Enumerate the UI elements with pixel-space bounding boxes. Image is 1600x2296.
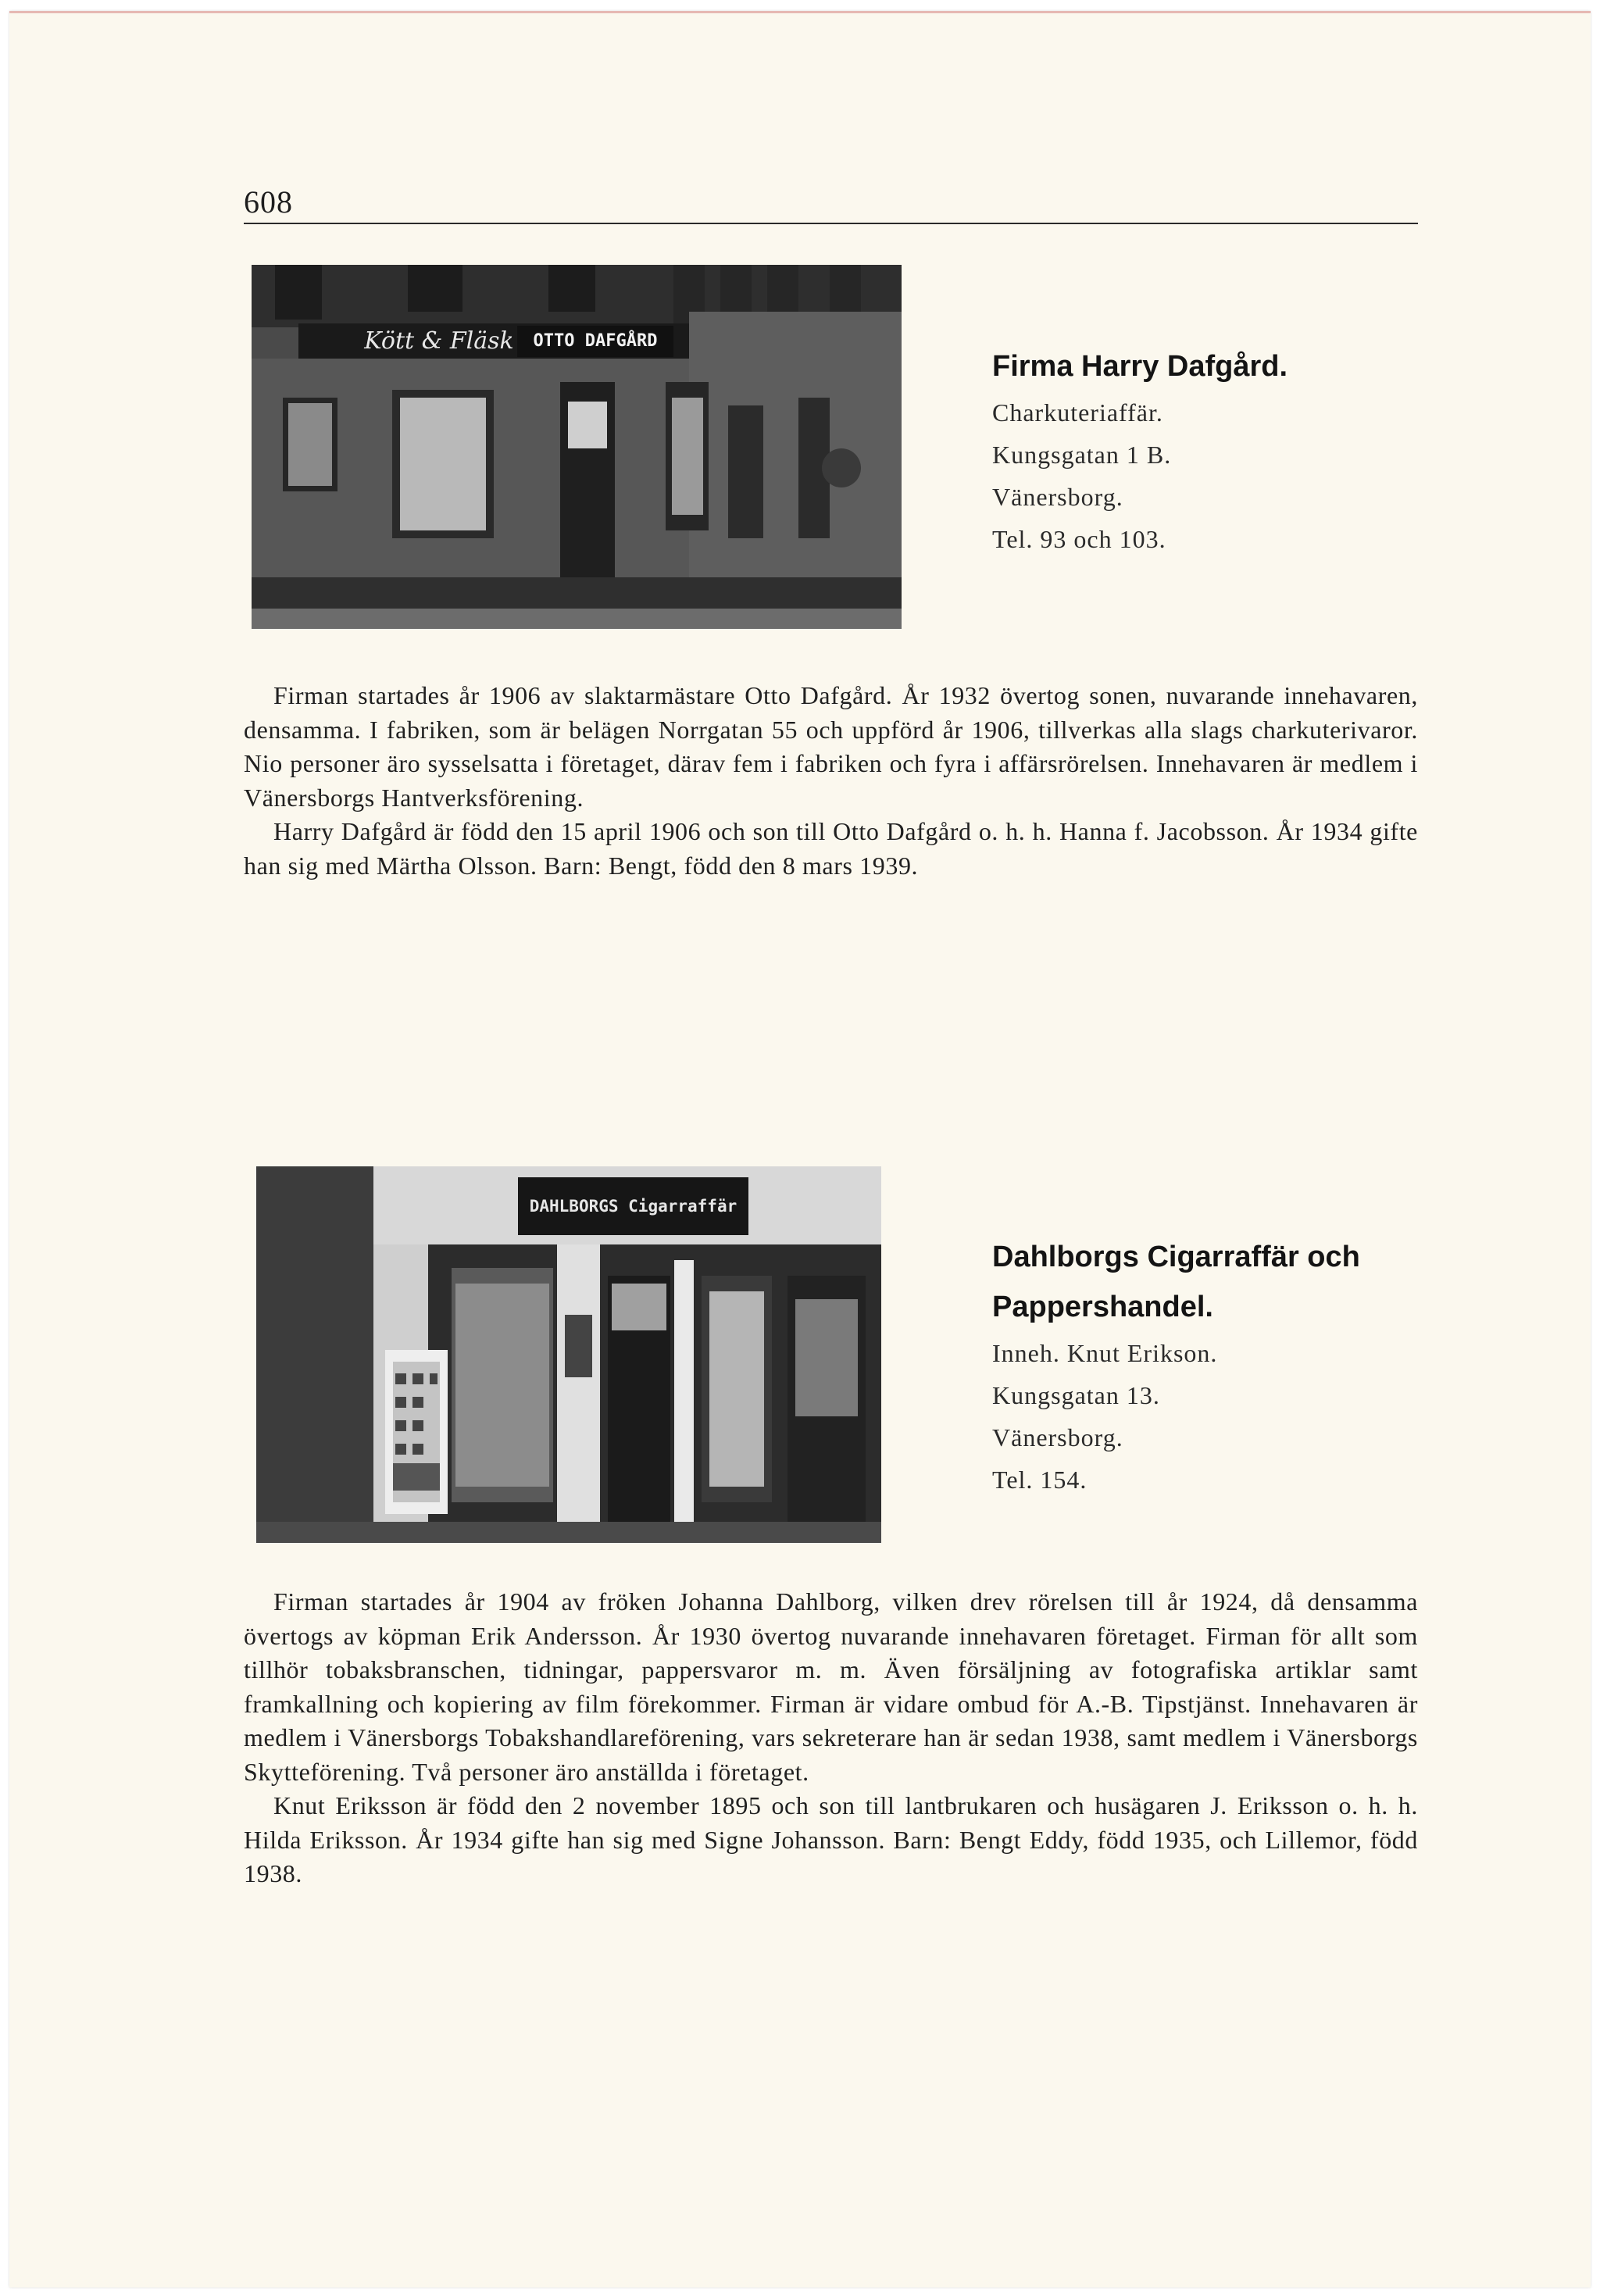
- business-address: Kungsgatan 13.: [992, 1381, 1160, 1409]
- dafgard-storefront-photo: [252, 265, 902, 629]
- dafgard-description: [244, 679, 1418, 883]
- dahlborgs-description: [244, 1585, 1418, 1891]
- business-name: Firma Harry Dafgård.: [992, 350, 1288, 383]
- dahlborgs-info: [992, 1232, 1360, 1501]
- sign-otto-dafgard: OTTO DAFGÅRD: [517, 326, 673, 357]
- business-address: Kungsgatan 1 B.: [992, 441, 1172, 469]
- business-type: Charkuteriaffär.: [992, 398, 1163, 427]
- business-city: Vänersborg.: [992, 483, 1123, 511]
- page-number: 608: [244, 184, 293, 220]
- business-name-continued: Pappershandel.: [992, 1291, 1213, 1323]
- business-name: Dahlborgs Cigarraffär och: [992, 1241, 1360, 1273]
- paragraph: Harry Dafgård är född den 15 april 1906 och son till Otto Dafgård o. h. h. Hanna f. Jacobsson. År 1934 gifte han sig med Märtha Olsson. Barn: Bengt, född den 8 mars 1939.: [244, 817, 1418, 880]
- business-owner: Inneh. Knut Erikson.: [992, 1339, 1218, 1367]
- paragraph: Firman startades år 1904 av fröken Johanna Dahlborg, vilken drev rörelsen till år 1924, då densamma övertogs av köpman Erik Andersson. År 1930 övertog nuvarande innehavaren företaget. Firman för allt som tillhör tobaksbranschen, tidningar, pappersvaror m. m. Även försäljning av fotografiska artiklar samt framkallning och kopiering av film förekommer. Firman är vidare ombud för A.-B. Tipstjänst. Innehavaren är medlem i Vänersborgs Tobakshandlareförening, vars sekreterare han är sedan 1938, samt medlem i Vänersborgs Skytteförening. Två personer äro anställda i företaget.: [244, 1587, 1418, 1786]
- storefront-illustration: [252, 265, 902, 629]
- dafgard-info: [992, 341, 1288, 560]
- sign-dahlborgs: DAHLBORGS Cigarraffär: [518, 1177, 748, 1235]
- paragraph: Firman startades år 1906 av slaktarmästare Otto Dafgård. År 1932 övertog sonen, nuvarande innehavaren, densamma. I fabriken, som är belägen Norrgatan 55 och uppförd år 1906, tillverkas alla slags charkuterivaror. Nio personer äro sysselsatta i företaget, därav fem i fabriken och fyra i affärsrörelsen. Innehavaren är medlem i Vänersborgs Hantverksförening.: [244, 681, 1418, 812]
- header-rule: [244, 223, 1418, 224]
- dahlborgs-storefront-photo: [256, 1166, 881, 1543]
- business-phone: Tel. 93 och 103.: [992, 525, 1166, 553]
- book-page: [9, 11, 1591, 2287]
- business-city: Vänersborg.: [992, 1423, 1123, 1452]
- paragraph: Knut Eriksson är född den 2 november 1895 och son till lantbrukaren och husägaren J. Eriksson o. h. h. Hilda Eriksson. År 1934 gifte han sig med Signe Johansson. Barn: Bengt Eddy, född 1935, och Lillemor, född 1938.: [244, 1791, 1418, 1887]
- business-phone: Tel. 154.: [992, 1466, 1088, 1494]
- sign-kott-flask: Kött & Fläsk: [364, 327, 514, 355]
